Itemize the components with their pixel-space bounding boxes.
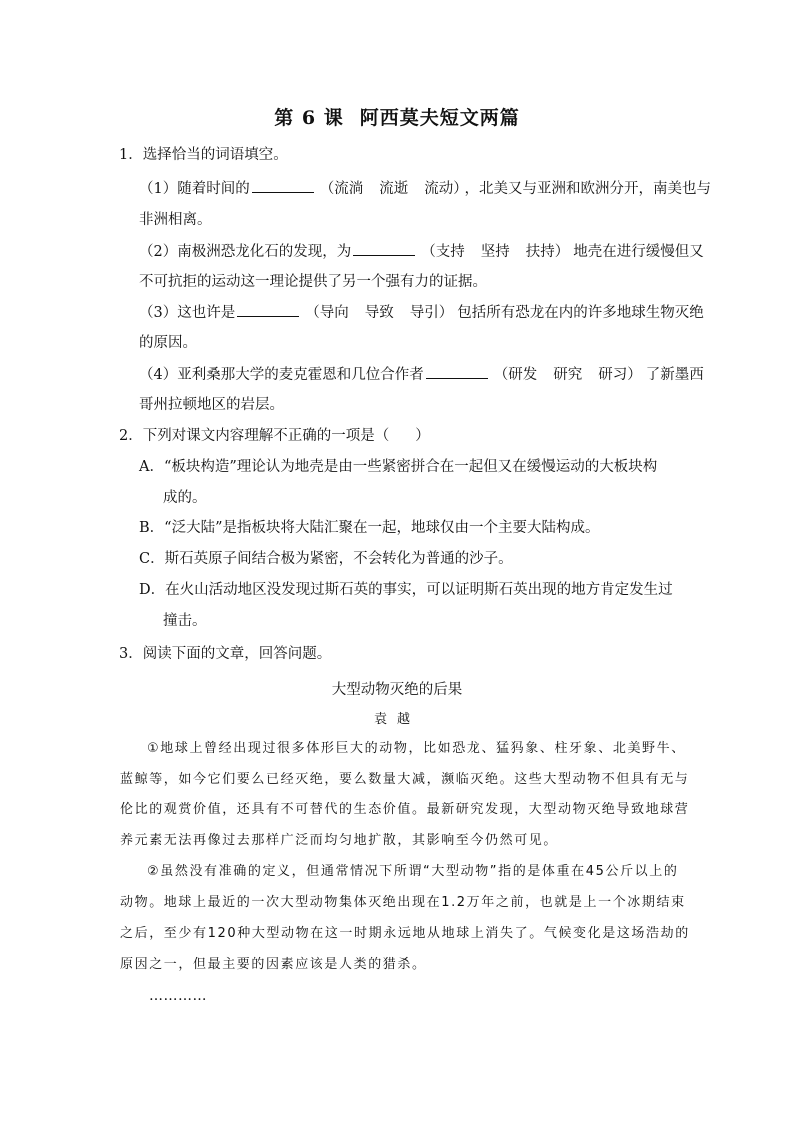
paragraph-2-line: ②虽然没有准确的定义，但通常情况下所谓“大型动物”指的是体重在45公斤以上的 xyxy=(147,864,679,879)
q1-item-1-cont: 非洲相离。 xyxy=(139,212,212,228)
q1-item-4-cont: 哥州拉顿地区的岩层。 xyxy=(139,397,284,413)
word-options: （流淌 流逝 流动） xyxy=(319,181,461,197)
lesson-name: 阿西莫夫短文两篇 xyxy=(359,107,520,129)
fill-blank[interactable] xyxy=(252,178,314,193)
paragraph-2-line: 动物。地球上最近的一次大型动物集体灭绝出现在1.2万年之前，也就是上一个冰期结束 xyxy=(120,895,686,910)
q1-item-4: （4）亚利桑那大学的麦克霍恩和几位合作者 （研发 研究 研习） 了新墨西 xyxy=(139,364,704,385)
fill-blank[interactable] xyxy=(426,364,488,379)
q1-item-1: （1）随着时间的 （流淌 流逝 流动） ，北美又与亚洲和欧洲分开，南美也与 xyxy=(139,178,711,199)
q1-item-3: （3）这也许是 （导向 导致 导引） 包括所有恐龙在内的许多地球生物灭绝 xyxy=(139,302,704,323)
article-author: 袁越 xyxy=(373,712,420,727)
q2-option-c[interactable]: C．斯石英原子间结合极为紧密，不会转化为普通的沙子。 xyxy=(139,551,513,567)
paragraph-1-line: 伦比的观赏价值，还具有不可替代的生态价值。最新研究发现，大型动物灭绝导致地球营 xyxy=(120,802,690,817)
q3-heading: 3．阅读下面的文章，回答问题。 xyxy=(119,646,332,662)
lesson-number: 第 6 课 xyxy=(274,107,344,129)
paragraph-1-line: ①地球上曾经出现过很多体形巨大的动物，比如恐龙、猛犸象、柱牙象、北美野牛、 xyxy=(147,741,686,756)
word-options: （研发 研究 研习） xyxy=(493,367,642,383)
paragraph-1-line: 蓝鲸等，如今它们要么已经灭绝，要么数量大减，濒临灭绝。这些大型动物不但具有无与 xyxy=(120,772,690,787)
word-options: （支持 坚持 扶持） xyxy=(421,244,570,260)
page-title xyxy=(0,103,794,130)
q1-item-2-cont: 不可抗拒的运动这一理论提供了另一个强有力的证据。 xyxy=(139,274,487,290)
q2-option-d[interactable]: D．在火山活动地区没发现过斯石英的事实，可以证明斯石英出现的地方肯定发生过 xyxy=(139,582,673,598)
q1-heading: 1．选择恰当的词语填空。 xyxy=(119,147,288,163)
word-options: （导向 导致 导引） xyxy=(305,305,454,321)
paragraph-2-line: 之后，至少有120种大型动物在这一时期永远地从地球上消失了。气候变化是这场浩劫的 xyxy=(120,926,690,941)
q1-item-3-cont: 的原因。 xyxy=(139,335,197,351)
fill-blank[interactable] xyxy=(353,241,415,256)
article-title: 大型动物灭绝的后果 xyxy=(331,682,463,698)
q2-heading: 2．下列对课文内容理解不正确的一项是（ ） xyxy=(119,428,430,444)
q2-option-b[interactable]: B．“泛大陆”是指板块将大陆汇聚在一起，地球仅由一个主要大陆构成。 xyxy=(139,520,600,536)
fill-blank[interactable] xyxy=(237,302,299,317)
q2-option-a-cont: 成的。 xyxy=(163,490,207,506)
q2-option-d-cont: 撞击。 xyxy=(163,613,207,629)
paragraph-1-line: 养元素无法再像过去那样广泛而均匀地扩散，其影响至今仍然可见。 xyxy=(120,833,559,848)
ellipsis: ………… xyxy=(149,988,207,1004)
paragraph-2-line: 原因之一，但最主要的因素应该是人类的猎杀。 xyxy=(120,957,427,972)
q1-item-2: （2）南极洲恐龙化石的发现，为 （支持 坚持 扶持） 地壳在进行缓慢但又 xyxy=(139,241,704,262)
q2-option-a[interactable]: A．“板块构造”理论认为地壳是由一些紧密拼合在一起但又在缓慢运动的大板块构 xyxy=(139,459,658,475)
